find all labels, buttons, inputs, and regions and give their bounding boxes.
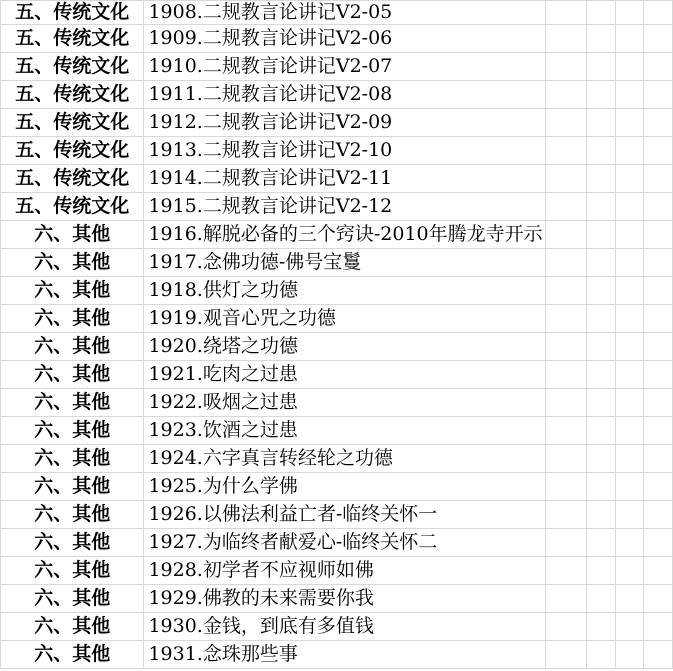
table-row — [1, 641, 673, 669]
empty-cell[interactable] — [587, 557, 616, 585]
category-cell[interactable]: 六、其他 — [1, 249, 144, 277]
table-row — [1, 389, 673, 417]
empty-cell[interactable] — [615, 221, 644, 249]
category-cell[interactable]: 六、其他 — [1, 333, 144, 361]
empty-cell[interactable] — [545, 165, 586, 193]
empty-cell[interactable] — [545, 529, 586, 557]
empty-cell[interactable] — [644, 529, 673, 557]
title-cell[interactable]: 1909.二规教言论讲记V2-06 — [144, 25, 545, 53]
title-cell[interactable]: 1918.供灯之功德 — [144, 277, 545, 305]
empty-cell[interactable] — [545, 249, 586, 277]
empty-cell[interactable] — [615, 361, 644, 389]
empty-cell[interactable] — [587, 53, 616, 81]
title-cell[interactable]: 1916.解脱必备的三个窍诀-2010年腾龙寺开示 — [144, 221, 545, 249]
table-row — [1, 473, 673, 501]
category-cell[interactable]: 五、传统文化 — [1, 193, 144, 221]
empty-cell[interactable] — [545, 333, 586, 361]
empty-cell[interactable] — [587, 641, 616, 669]
empty-cell[interactable] — [545, 221, 586, 249]
empty-cell[interactable] — [545, 585, 586, 613]
empty-cell[interactable] — [587, 81, 616, 109]
table-row — [1, 109, 673, 137]
empty-cell[interactable] — [587, 249, 616, 277]
title-cell[interactable]: 1925.为什么学佛 — [144, 473, 545, 501]
empty-cell[interactable] — [587, 333, 616, 361]
empty-cell[interactable] — [615, 277, 644, 305]
title-cell[interactable]: 1910.二规教言论讲记V2-07 — [144, 53, 545, 81]
empty-cell[interactable] — [545, 613, 586, 641]
empty-cell[interactable] — [644, 613, 673, 641]
title-cell[interactable]: 1931.念珠那些事 — [144, 641, 545, 669]
title-cell[interactable]: 1929.佛教的未来需要你我 — [144, 585, 545, 613]
category-cell[interactable]: 五、传统文化 — [1, 109, 144, 137]
table-row — [1, 613, 673, 641]
empty-cell[interactable] — [587, 193, 616, 221]
empty-cell[interactable] — [545, 277, 586, 305]
empty-cell[interactable] — [615, 305, 644, 333]
table-row — [1, 445, 673, 473]
empty-cell[interactable] — [545, 389, 586, 417]
title-cell[interactable]: 1927.为临终者献爱心-临终关怀二 — [144, 529, 545, 557]
table-row — [1, 1, 673, 25]
empty-cell[interactable] — [545, 137, 586, 165]
empty-cell[interactable] — [545, 193, 586, 221]
empty-cell[interactable] — [587, 277, 616, 305]
empty-cell[interactable] — [615, 137, 644, 165]
category-cell[interactable]: 五、传统文化 — [1, 81, 144, 109]
empty-cell[interactable] — [615, 193, 644, 221]
title-cell[interactable]: 1923.饮酒之过患 — [144, 417, 545, 445]
empty-cell[interactable] — [587, 109, 616, 137]
empty-cell[interactable] — [615, 165, 644, 193]
empty-cell[interactable] — [545, 473, 586, 501]
title-cell[interactable]: 1908.二规教言论讲记V2-05 — [144, 1, 545, 25]
empty-cell[interactable] — [615, 445, 644, 473]
table-row — [1, 193, 673, 221]
empty-cell[interactable] — [545, 501, 586, 529]
category-cell[interactable]: 六、其他 — [1, 501, 144, 529]
table-row — [1, 249, 673, 277]
title-cell[interactable]: 1926.以佛法利益亡者-临终关怀一 — [144, 501, 545, 529]
empty-cell[interactable] — [644, 1, 673, 25]
category-cell[interactable]: 六、其他 — [1, 221, 144, 249]
empty-cell[interactable] — [587, 137, 616, 165]
table-row — [1, 417, 673, 445]
empty-cell[interactable] — [644, 641, 673, 669]
empty-cell[interactable] — [644, 53, 673, 81]
empty-cell[interactable] — [644, 501, 673, 529]
empty-cell[interactable] — [615, 333, 644, 361]
title-cell[interactable]: 1917.念佛功德-佛号宝鬘 — [144, 249, 545, 277]
title-cell[interactable]: 1915.二规教言论讲记V2-12 — [144, 193, 545, 221]
table-row — [1, 81, 673, 109]
empty-cell[interactable] — [587, 1, 616, 25]
table-row — [1, 305, 673, 333]
category-cell[interactable]: 六、其他 — [1, 557, 144, 585]
empty-cell[interactable] — [644, 25, 673, 53]
empty-cell[interactable] — [615, 417, 644, 445]
table-row — [1, 165, 673, 193]
empty-cell[interactable] — [587, 585, 616, 613]
empty-cell[interactable] — [615, 25, 644, 53]
title-cell[interactable]: 1924.六字真言转经轮之功德 — [144, 445, 545, 473]
category-cell[interactable]: 六、其他 — [1, 529, 144, 557]
empty-cell[interactable] — [644, 445, 673, 473]
empty-cell[interactable] — [644, 165, 673, 193]
empty-cell[interactable] — [615, 641, 644, 669]
category-cell[interactable]: 六、其他 — [1, 305, 144, 333]
title-cell[interactable]: 1914.二规教言论讲记V2-11 — [144, 165, 545, 193]
category-cell[interactable]: 六、其他 — [1, 361, 144, 389]
empty-cell[interactable] — [587, 613, 616, 641]
empty-cell[interactable] — [644, 249, 673, 277]
title-cell[interactable]: 1913.二规教言论讲记V2-10 — [144, 137, 545, 165]
table-row — [1, 137, 673, 165]
empty-cell[interactable] — [644, 137, 673, 165]
empty-cell[interactable] — [615, 389, 644, 417]
category-cell[interactable]: 五、传统文化 — [1, 1, 144, 25]
empty-cell[interactable] — [545, 417, 586, 445]
empty-cell[interactable] — [587, 305, 616, 333]
empty-cell[interactable] — [545, 641, 586, 669]
empty-cell[interactable] — [644, 473, 673, 501]
category-cell[interactable]: 六、其他 — [1, 613, 144, 641]
empty-cell[interactable] — [644, 305, 673, 333]
empty-cell[interactable] — [644, 585, 673, 613]
empty-cell[interactable] — [615, 557, 644, 585]
table-row — [1, 53, 673, 81]
empty-cell[interactable] — [644, 221, 673, 249]
empty-cell[interactable] — [615, 109, 644, 137]
empty-cell[interactable] — [587, 529, 616, 557]
empty-cell[interactable] — [644, 361, 673, 389]
category-cell[interactable]: 六、其他 — [1, 417, 144, 445]
category-cell[interactable]: 六、其他 — [1, 473, 144, 501]
title-cell[interactable]: 1911.二规教言论讲记V2-08 — [144, 81, 545, 109]
title-cell[interactable]: 1922.吸烟之过患 — [144, 389, 545, 417]
empty-cell[interactable] — [587, 221, 616, 249]
empty-cell[interactable] — [644, 417, 673, 445]
table-row — [1, 277, 673, 305]
table-row — [1, 585, 673, 613]
table-row — [1, 557, 673, 585]
category-cell[interactable]: 五、传统文化 — [1, 137, 144, 165]
empty-cell[interactable] — [545, 305, 586, 333]
empty-cell[interactable] — [545, 25, 586, 53]
empty-cell[interactable] — [615, 1, 644, 25]
category-cell[interactable]: 六、其他 — [1, 389, 144, 417]
category-cell[interactable]: 五、传统文化 — [1, 25, 144, 53]
empty-cell[interactable] — [587, 389, 616, 417]
empty-cell[interactable] — [615, 53, 644, 81]
empty-cell[interactable] — [587, 473, 616, 501]
title-cell[interactable]: 1928.初学者不应视师如佛 — [144, 557, 545, 585]
empty-cell[interactable] — [587, 501, 616, 529]
empty-cell[interactable] — [615, 529, 644, 557]
table-row — [1, 501, 673, 529]
empty-cell[interactable] — [545, 1, 586, 25]
table-row — [1, 333, 673, 361]
table-row — [1, 25, 673, 53]
empty-cell[interactable] — [545, 109, 586, 137]
category-cell[interactable]: 五、传统文化 — [1, 165, 144, 193]
empty-cell[interactable] — [587, 25, 616, 53]
empty-cell[interactable] — [644, 193, 673, 221]
empty-cell[interactable] — [644, 557, 673, 585]
title-cell[interactable]: 1920.绕塔之功德 — [144, 333, 545, 361]
table-row — [1, 529, 673, 557]
empty-cell[interactable] — [545, 557, 586, 585]
empty-cell[interactable] — [615, 249, 644, 277]
category-cell[interactable]: 六、其他 — [1, 641, 144, 669]
title-cell[interactable]: 1919.观音心咒之功德 — [144, 305, 545, 333]
empty-cell[interactable] — [644, 389, 673, 417]
empty-cell[interactable] — [545, 445, 586, 473]
category-cell[interactable]: 六、其他 — [1, 445, 144, 473]
title-cell[interactable]: 1930.金钱，到底有多值钱 — [144, 613, 545, 641]
empty-cell[interactable] — [545, 361, 586, 389]
empty-cell[interactable] — [615, 81, 644, 109]
table-row — [1, 221, 673, 249]
empty-cell[interactable] — [615, 473, 644, 501]
empty-cell[interactable] — [644, 109, 673, 137]
table-body — [1, 1, 673, 669]
empty-cell[interactable] — [644, 277, 673, 305]
empty-cell[interactable] — [587, 417, 616, 445]
empty-cell[interactable] — [644, 81, 673, 109]
empty-cell[interactable] — [587, 165, 616, 193]
empty-cell[interactable] — [545, 81, 586, 109]
table-row — [1, 361, 673, 389]
category-cell[interactable]: 五、传统文化 — [1, 53, 144, 81]
title-cell[interactable]: 1912.二规教言论讲记V2-09 — [144, 109, 545, 137]
empty-cell[interactable] — [545, 53, 586, 81]
empty-cell[interactable] — [587, 445, 616, 473]
empty-cell[interactable] — [615, 613, 644, 641]
category-cell[interactable]: 六、其他 — [1, 585, 144, 613]
empty-cell[interactable] — [587, 361, 616, 389]
title-cell[interactable]: 1921.吃肉之过患 — [144, 361, 545, 389]
empty-cell[interactable] — [644, 333, 673, 361]
empty-cell[interactable] — [615, 585, 644, 613]
category-cell[interactable]: 六、其他 — [1, 277, 144, 305]
empty-cell[interactable] — [615, 501, 644, 529]
